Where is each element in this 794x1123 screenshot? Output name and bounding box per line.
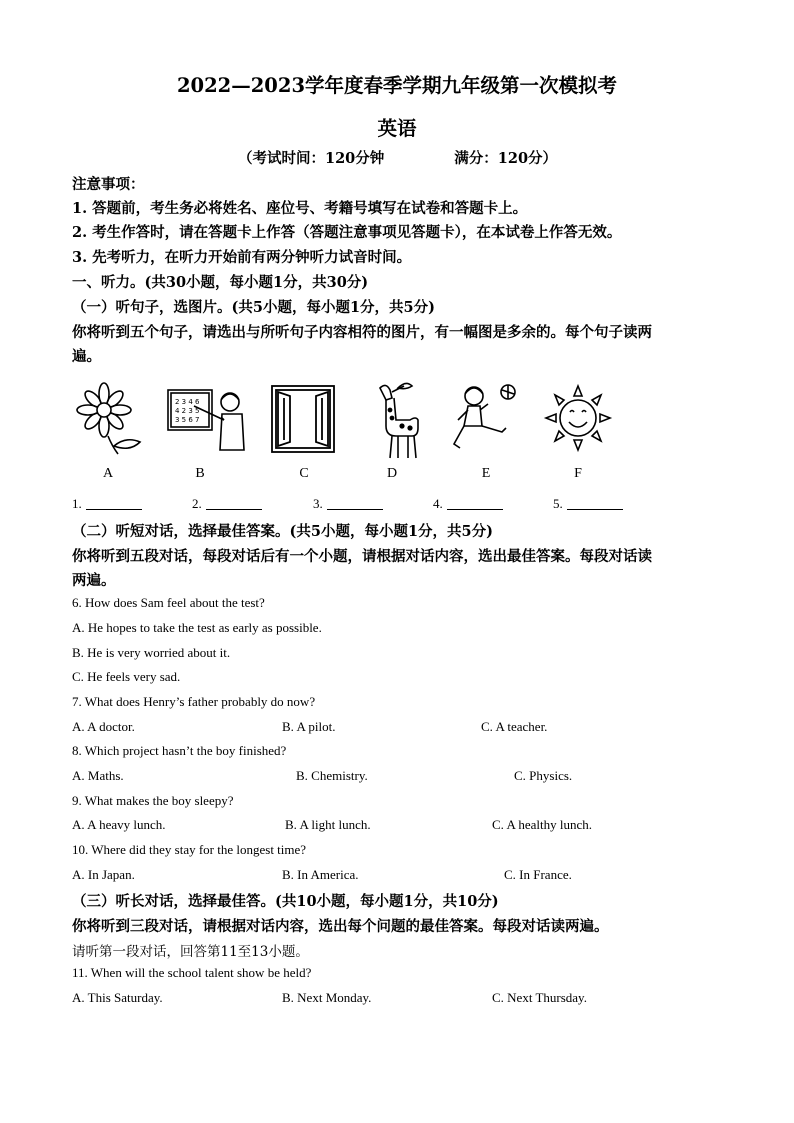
subject-title: 英语 [377, 117, 417, 140]
picture-f [538, 380, 618, 490]
picture-b [164, 380, 244, 490]
question-6: 6. How does Sam feel about the test? [72, 595, 265, 610]
section1-instructions: 你将听到五个句子，请选出与所听句子内容相符的图片，有一幅图是多余的。每个句子读两 [72, 324, 652, 341]
svg-text:4 2 3 5: 4 2 3 5 [175, 407, 200, 415]
picture-e [444, 380, 524, 490]
section3-sub-instruction: 请听第一段对话，回答第11至13小题。 [72, 944, 309, 960]
window-icon [264, 380, 344, 460]
picture-e-label: E [481, 466, 491, 481]
picture-c-label: C [299, 466, 309, 481]
full-score: 满分：120分） [454, 150, 558, 167]
teacher-board-icon [164, 380, 254, 460]
picture-c [264, 380, 344, 490]
q7-option-b[interactable]: B. A pilot. [282, 719, 336, 734]
section1-instructions-cont: 遍。 [72, 348, 101, 365]
svg-text:3 5 6 7: 3 5 6 7 [175, 416, 200, 424]
answer-blank-5[interactable]: 5. [553, 496, 623, 512]
note-1: 1. 答题前，考生务必将姓名、座位号、考籍号填写在试卷和答题卡上。 [72, 200, 528, 217]
boy-kicking-ball-icon [444, 380, 524, 460]
picture-d [356, 380, 436, 490]
giraffe-icon [356, 380, 436, 460]
q7-options [72, 719, 722, 737]
answer-blank-2[interactable]: 2. [192, 496, 262, 512]
section3-instructions: 你将听到三段对话，请根据对话内容，选出每个问题的最佳答案。每段对话读两遍。 [72, 918, 609, 935]
q10-option-c[interactable]: C. In France. [504, 867, 572, 882]
note-3: 3. 先考听力，在听力开始前有两分钟听力试音时间。 [72, 249, 412, 266]
q8-option-b[interactable]: B. Chemistry. [296, 768, 368, 783]
question-7: 7. What does Henry’s father probably do now? [72, 694, 316, 709]
answer-blank-3[interactable]: 3. [313, 496, 383, 512]
q9-option-b[interactable]: B. A light lunch. [285, 817, 371, 832]
picture-options [64, 380, 644, 490]
picture-a [68, 380, 148, 490]
question-10: 10. Where did they stay for the longest time? [72, 842, 307, 857]
sun-icon [538, 380, 618, 460]
q9-option-c[interactable]: C. A healthy lunch. [492, 817, 593, 832]
answer-blank-1[interactable]: 1. [72, 496, 142, 512]
q7-option-c[interactable]: C. A teacher. [481, 719, 548, 734]
q11-options [72, 990, 722, 1008]
q6-option-a[interactable]: A. He hopes to take the test as early as possible. [72, 620, 322, 635]
q6-option-b[interactable]: B. He is very worried about it. [72, 645, 231, 660]
section2-heading: （二）听短对话，选择最佳答案。(共5小题，每小题1分，共5分) [72, 523, 493, 540]
q9-option-a[interactable]: A. A heavy lunch. [72, 817, 166, 832]
q11-option-b[interactable]: B. Next Monday. [282, 990, 372, 1005]
exam-time: （考试时间：120分钟 [238, 150, 385, 167]
svg-text:2 3 4 6: 2 3 4 6 [175, 398, 200, 406]
q8-option-a[interactable]: A. Maths. [72, 768, 124, 783]
section2-instructions: 你将听到五段对话，每段对话后有一个小题，请根据对话内容，选出最佳答案。每段对话读 [72, 548, 652, 565]
q10-option-b[interactable]: B. In America. [282, 867, 359, 882]
q10-options [72, 867, 722, 885]
picture-d-label: D [386, 466, 398, 481]
picture-a-label: A [102, 466, 114, 481]
q11-option-c[interactable]: C. Next Thursday. [492, 990, 587, 1005]
q8-options [72, 768, 722, 786]
note-2: 2. 考生作答时，请在答题卡上作答（答题注意事项见答题卡），在本试卷上作答无效。 [72, 224, 622, 241]
section3-heading: （三）听长对话，选择最佳答。(共10小题，每小题1分，共10分) [72, 893, 499, 910]
exam-info [238, 147, 557, 168]
question-9: 9. What makes the boy sleepy? [72, 793, 234, 808]
q9-options [72, 817, 722, 835]
q7-option-a[interactable]: A. A doctor. [72, 719, 135, 734]
picture-b-label: B [195, 466, 205, 481]
exam-title: 2022—2023学年度春季学期九年级第一次模拟考 [176, 74, 618, 97]
answer-blank-4[interactable]: 4. [433, 496, 503, 512]
q8-option-c[interactable]: C. Physics. [514, 768, 573, 783]
section1-heading: （一）听句子，选图片。(共5小题，每小题1分，共5分) [72, 299, 435, 316]
q6-option-c[interactable]: C. He feels very sad. [72, 669, 181, 684]
flower-icon [68, 380, 148, 460]
part1-heading: 一、听力。(共30小题，每小题1分，共30分) [72, 274, 369, 291]
question-8: 8. Which project hasn’t the boy finished? [72, 743, 287, 758]
section2-instructions-cont: 两遍。 [72, 572, 116, 589]
question-11: 11. When will the school talent show be held? [72, 965, 312, 980]
q11-option-a[interactable]: A. This Saturday. [72, 990, 163, 1005]
picture-f-label: F [574, 466, 582, 481]
q10-option-a[interactable]: A. In Japan. [72, 867, 135, 882]
notes-heading: 注意事项： [72, 176, 145, 193]
